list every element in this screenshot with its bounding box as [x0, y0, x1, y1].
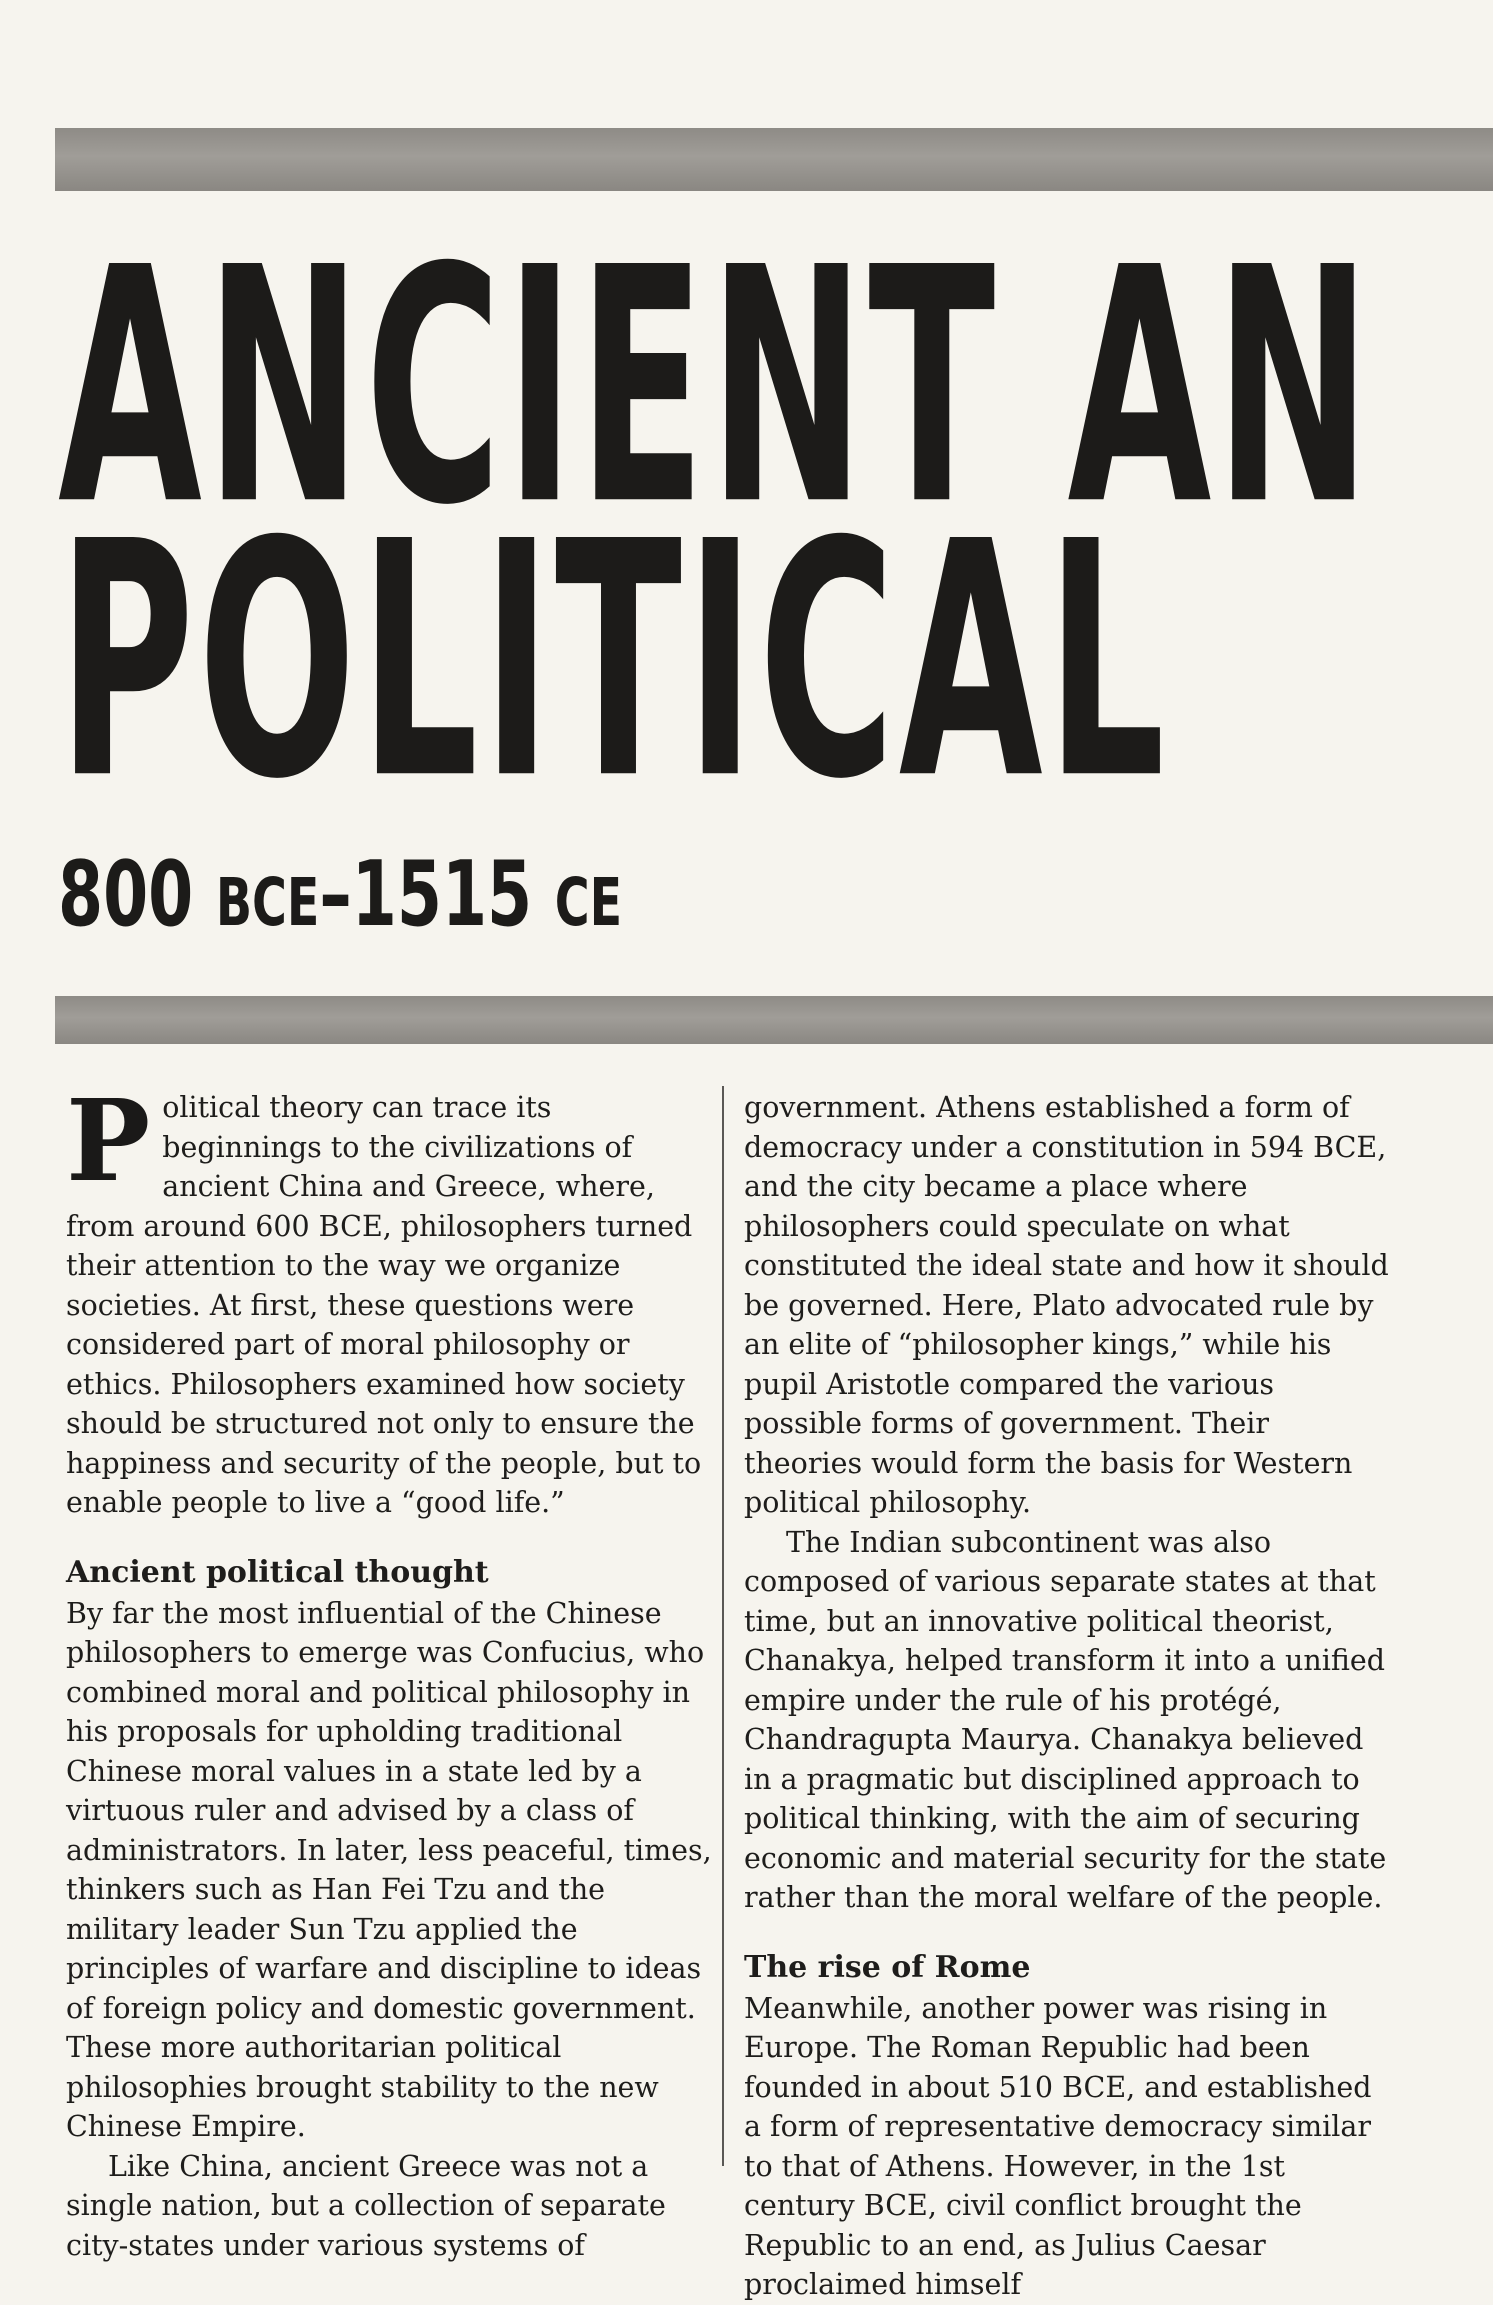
column-divider — [722, 1086, 724, 2166]
date-end: –1515 — [319, 842, 555, 947]
bottom-gray-band — [55, 996, 1493, 1044]
paragraph-rome: Meanwhile, another power was rising in Europe. The Roman Republic had been founded in about 510 BCE, and established a form of representative democracy similar to that of Athens. However, in the 1st century BCE, civil conflict brought the Republic to an end, as Julius Caesar proclaimed himself — [744, 1991, 1372, 2301]
paragraph-india: The Indian subcontinent was also composed of various separate states at that time, but an innovative political theorist, Chanakya, helped transform it into a unified empire under the rule of his protégé, Chandragupta Maurya. Chanakya believed in a pragmatic but disciplined approach to political thinking, with the aim of securing economic and material security for the state rather than the moral welfare of the people. — [744, 1525, 1387, 1914]
top-gray-band — [55, 128, 1493, 191]
section-heading-ancient: Ancient political thought — [66, 1554, 489, 1590]
intro-text: olitical theory can trace its beginnings to the civilizations of ancient China and Greece, where, from around 600 BCE, philosophers turned their attention to the way we organize societies. At first, these questions were considered part of moral philosophy or ethics. Philosophers examined how society should be structured not only to ensure the happiness and security of the people, but to enable people to live a “good life.” — [66, 1091, 702, 1519]
drop-cap: P — [66, 1076, 151, 1207]
paragraph-greece: Like China, ancient Greece was not a single nation, but a collection of separate city-states under various systems of — [66, 2149, 666, 2262]
date-range — [58, 842, 623, 947]
date-era-ce: CE — [554, 864, 623, 941]
left-column — [66, 1076, 716, 2265]
intro-paragraph — [66, 1076, 716, 1523]
title-line-2: POLITICAL — [58, 473, 1169, 850]
paragraph-athens: government. Athens established a form of democracy under a constitution in 594 BCE, and the city became a place where philosophers could speculate on what constituted the ideal state and how it should be governed. Here, Plato advocated rule by an elite of “philosopher kings,” while his pupil Aristotle compared the various possible forms of government. Their theories would form the basis for Western political philosophy. — [744, 1091, 1389, 1519]
section-heading-rome: The rise of Rome — [744, 1949, 1031, 1985]
date-era-bce: BCE — [215, 864, 320, 941]
paragraph-confucius: By far the most influential of the Chinese philosophers to emerge was Confucius, who combined moral and political philosophy in his proposals for upholding traditional Chinese moral values in a state led by a virtuous ruler and advised by a class of administrators. In later, less peaceful, times, thinkers such as Han Fei Tzu and the military leader Sun Tzu applied the principles of warfare and discipline to ideas of foreign policy and domestic government. These more authoritarian political philosophies brought stability to the new Chinese Empire. — [66, 1596, 712, 2143]
title-line-1: ANCIENT AN — [58, 199, 1375, 576]
right-column — [744, 1088, 1394, 2305]
date-start: 800 — [58, 842, 216, 947]
